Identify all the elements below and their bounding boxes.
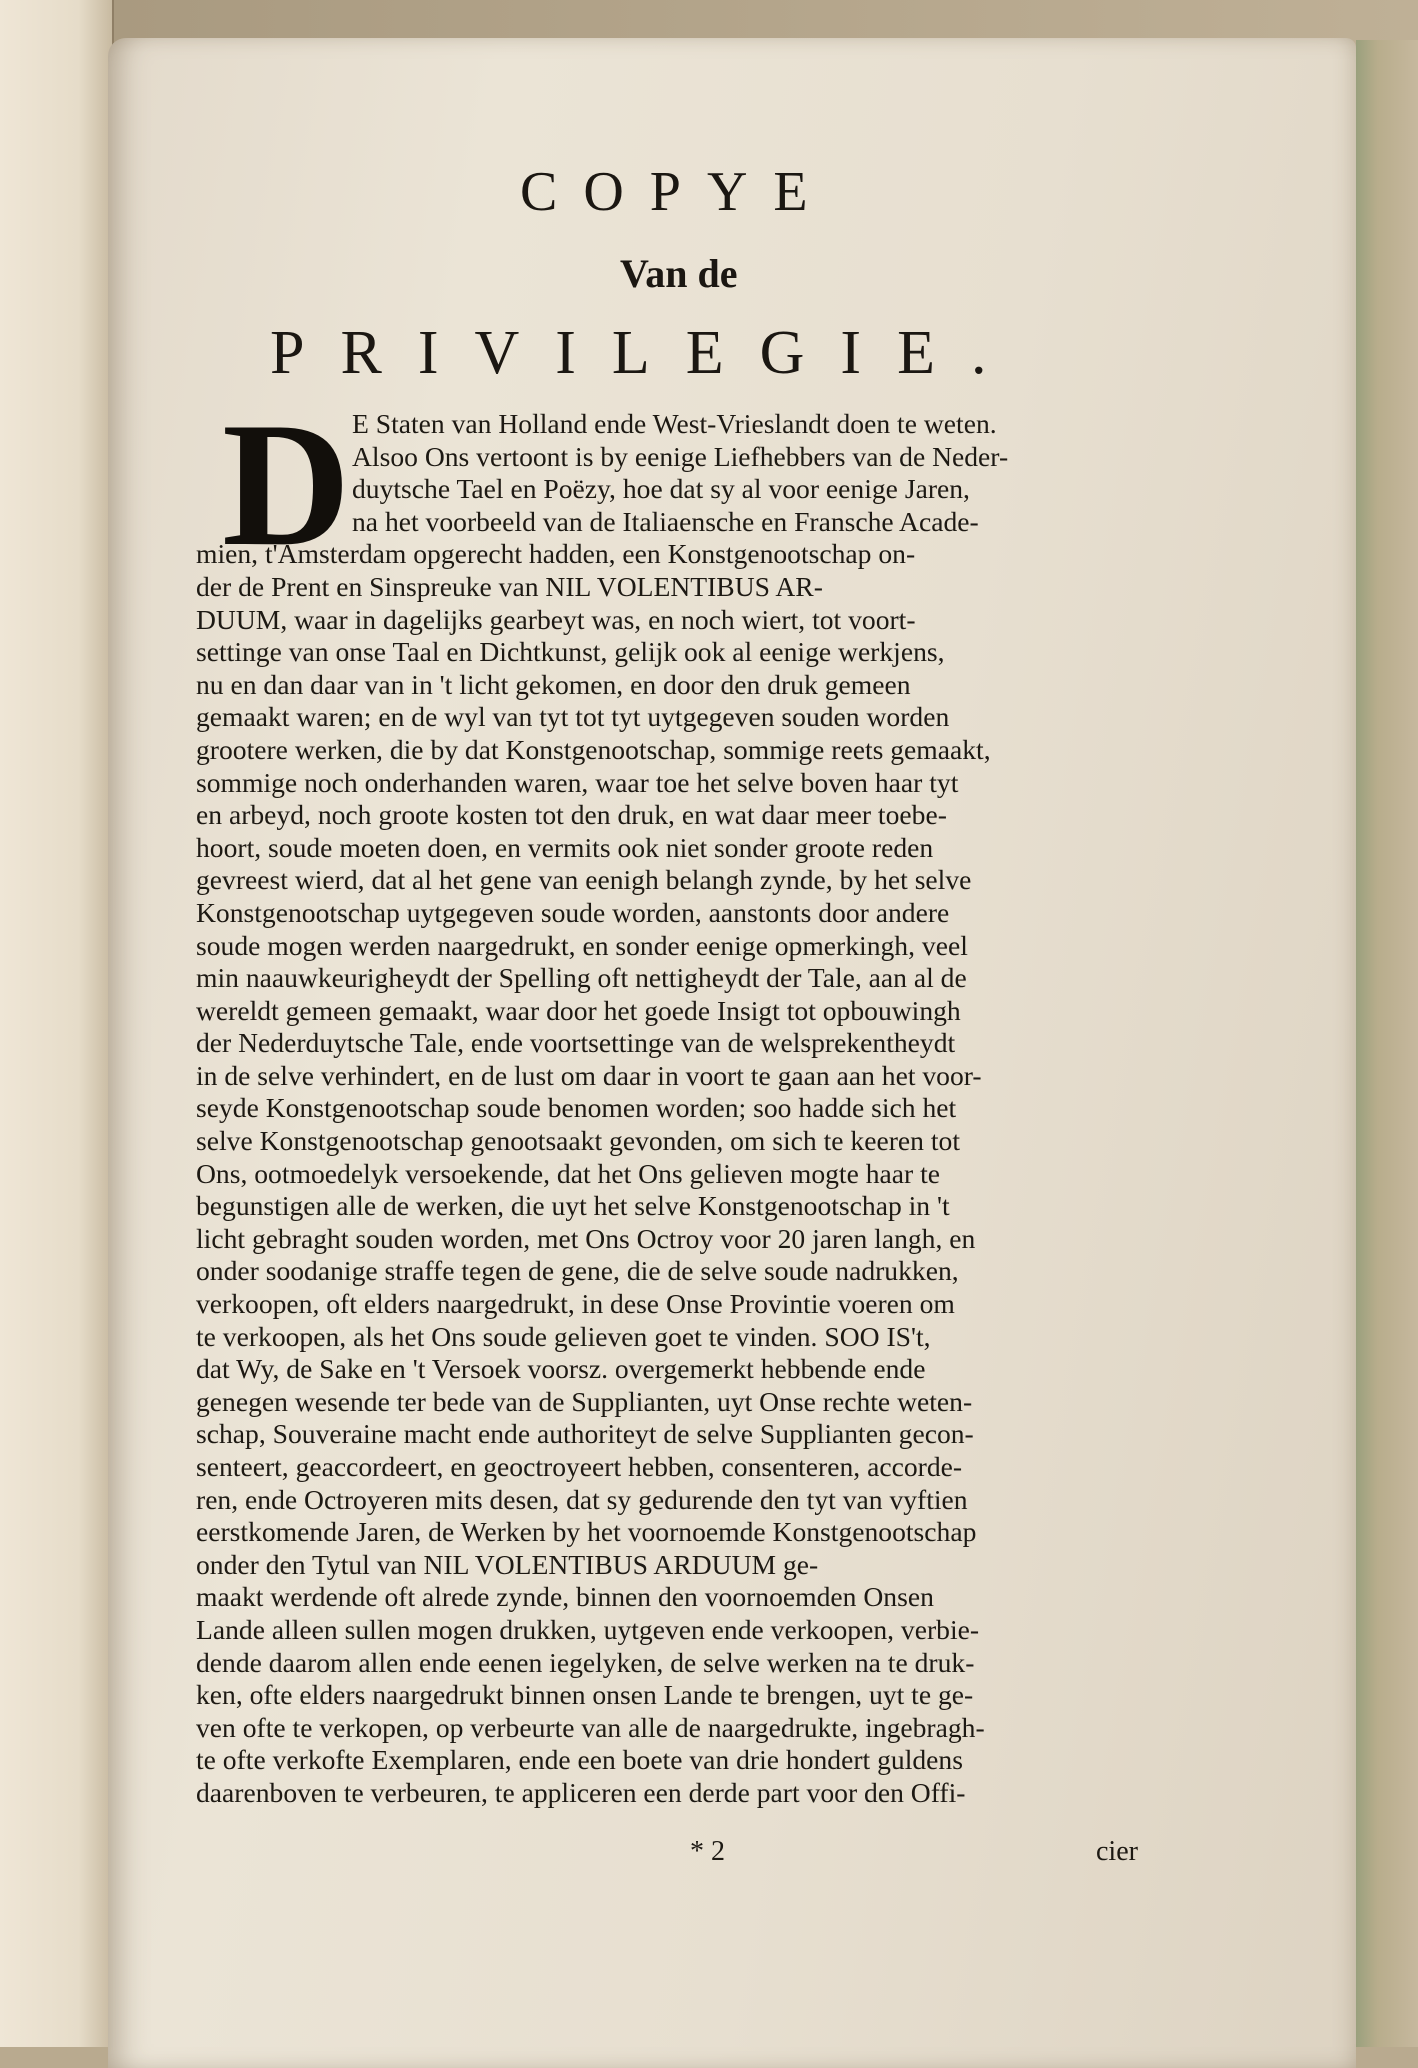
signature-mark: * 2 bbox=[690, 1836, 725, 1867]
text-line: ken, ofte elders naargedrukt binnen onsen Lande te brengen, uyt te ge- bbox=[196, 1679, 974, 1711]
text-line: Lande alleen sullen mogen drukken, uytgeven ende verkoopen, verbie- bbox=[196, 1613, 980, 1645]
text-line: E Staten van Holland ende West-Vrieslandt doen te weten. bbox=[352, 408, 997, 439]
text-line: ren, ende Octroyeren mits desen, dat sy gedurende den tyt van vyftien bbox=[196, 1483, 968, 1515]
text-line: der de Prent en Sinspreuke van NIL VOLENTIBUS AR- bbox=[196, 570, 823, 602]
text-line: te ofte verkofte Exemplaren, ende een boete van drie hondert guldens bbox=[196, 1744, 963, 1776]
text-line: settinge van onse Taal en Dichtkunst, gelijk ook al eenige werkjens, bbox=[196, 636, 945, 668]
catchword: cier bbox=[1096, 1836, 1138, 1867]
text-line: te verkoopen, als het Ons soude gelieven goet te vinden. SOO IS't, bbox=[196, 1320, 931, 1352]
text-line: Konstgenootschap uytgegeven soude worden, aanstonts door andere bbox=[196, 896, 950, 928]
text-line: genegen wesende ter bede van de Supplianten, uyt Onse rechte weten- bbox=[196, 1385, 973, 1417]
text-line: Ons, ootmoedelyk versoekende, dat het Ons gelieven mogte haar te bbox=[196, 1157, 941, 1189]
heading-van-de: Van de bbox=[620, 251, 738, 296]
text-line: hoort, soude moeten doen, en vermits ook niet sonder groote reden bbox=[196, 831, 934, 863]
text-line: verkoopen, oft elders naargedrukt, in dese Onse Provintie voeren om bbox=[196, 1288, 955, 1320]
text-line: in de selve verhindert, en de lust om daar in voort te gaan aan het voor- bbox=[196, 1059, 982, 1091]
text-line: der Nederduytsche Tale, ende voortsettinge van de welsprekentheydt bbox=[196, 1027, 956, 1059]
text-line: selve Konstgenootschap genootsaakt gevonden, om sich te keeren tot bbox=[196, 1125, 960, 1157]
text-line: onder den Tytul van NIL VOLENTIBUS ARDUUM ge- bbox=[196, 1548, 819, 1580]
text-line: nu en dan daar van in 't licht gekomen, en door den druk gemeen bbox=[196, 668, 911, 700]
left-page-edge bbox=[0, 0, 114, 2047]
heading-copye: COPYE bbox=[520, 161, 834, 223]
text-line: gevreest wierd, dat al het gene van eenigh belangh zynde, by het selve bbox=[196, 864, 972, 896]
text-line: onder soodanige straffe tegen de gene, die de selve soude nadrukken, bbox=[196, 1255, 959, 1287]
text-line: min naauwkeurigheydt der Spelling oft nettigheydt der Tale, aan al de bbox=[196, 962, 967, 994]
text-line: dat Wy, de Sake en 't Versoek voorsz. overgemerkt hebbende ende bbox=[196, 1353, 926, 1385]
text-line: begunstigen alle de werken, die uyt het selve Konstgenootschap in 't bbox=[196, 1190, 950, 1222]
text-line: daarenboven te verbeuren, te appliceren een derde part voor den Offi- bbox=[196, 1776, 966, 1808]
text-line: DUUM, waar in dagelijks gearbeyt was, en noch wiert, tot voort- bbox=[196, 603, 916, 635]
text-line: grootere werken, die by dat Konstgenootschap, sommige reets gemaakt, bbox=[196, 733, 991, 765]
text-line: senteert, geaccordeert, en geoctroyeert hebben, consenteren, accorde- bbox=[196, 1451, 963, 1482]
text-line: schap, Souveraine macht ende authoriteyt de selve Supplianten gecon- bbox=[196, 1418, 974, 1450]
text-line: dende daarom allen ende eenen iegelyken, de selve werken na te druk- bbox=[196, 1646, 975, 1678]
text-line: licht gebraght souden worden, met Ons Octroy voor 20 jaren langh, en bbox=[196, 1222, 976, 1254]
text-line: en arbeyd, noch groote kosten tot den druk, en wat daar meer toebe- bbox=[196, 799, 947, 831]
drop-cap: D bbox=[222, 385, 351, 583]
text-line: ven ofte te verkopen, op verbeurte van alle de naargedrukte, ingebragh- bbox=[196, 1711, 985, 1743]
text-line: duytsche Tael en Poëzy, hoe dat sy al voor eenige Jaren, bbox=[352, 473, 970, 505]
text-line: mien, t'Amsterdam opgerecht hadden, een Konstgenootschap on- bbox=[196, 538, 916, 570]
text-line: maakt werdende oft alrede zynde, binnen den voornoemden Onsen bbox=[196, 1581, 934, 1613]
text-line: gemaakt waren; en de wyl van tyt tot tyt uytgegeven souden worden bbox=[196, 701, 950, 733]
text-line: wereldt gemeen gemaakt, waar door het goede Insigt tot opbouwingh bbox=[196, 994, 961, 1026]
text-line: seyde Konstgenootschap soude benomen worden; soo hadde sich het bbox=[196, 1092, 957, 1124]
text-line: na het voorbeeld van de Italiaensche en Fransche Acade- bbox=[352, 505, 979, 537]
text-line: Alsoo Ons vertoont is by eenige Liefhebbers van de Neder- bbox=[352, 440, 1009, 472]
text-line: soude mogen werden naargedrukt, en sonder eenige opmerkingh, veel bbox=[196, 929, 968, 961]
text-line: sommige noch onderhanden waren, waar toe het selve boven haar tyt bbox=[196, 766, 959, 798]
privilege-text bbox=[196, 385, 1156, 1810]
text-line: eerstkomende Jaren, de Werken by het voornoemde Konstgenootschap bbox=[196, 1516, 977, 1548]
book-cover-edge bbox=[1356, 40, 1418, 2047]
heading-privilegie: PRIVILEGIE. bbox=[270, 319, 1023, 387]
